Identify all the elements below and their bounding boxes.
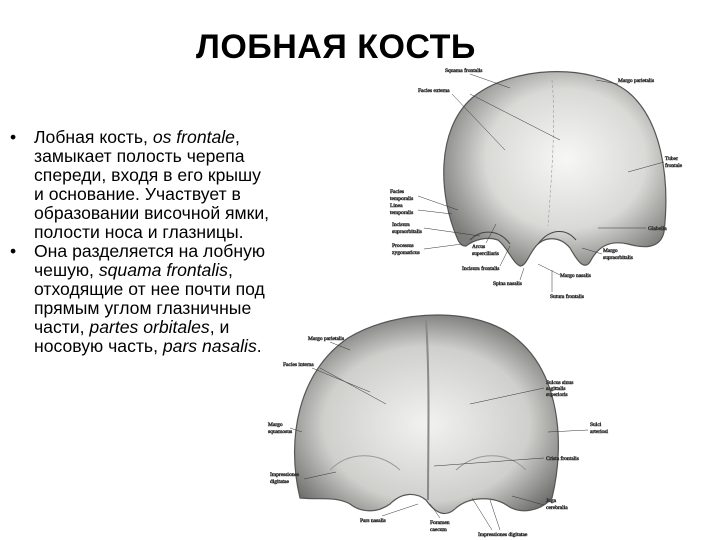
label-foramen-caecum: Foramen — [430, 520, 450, 526]
label-margo-nasalis: Margo nasalis — [560, 273, 591, 279]
latin-term: squama frontalis — [98, 260, 228, 281]
bullet-text: , отходящие от нее почти под прямым углом глазничные части, — [34, 260, 265, 338]
label-incisura-supraorbitalis: Incisura — [392, 222, 410, 228]
label-arcus-superciliaris-2: superciliaris — [472, 251, 499, 257]
label-margo-squamosus-2: squamosus — [268, 429, 293, 435]
label-facies-temporalis-2: temporalis — [390, 196, 414, 202]
label-margo-parietalis-bottom: Margo parietalis — [308, 336, 345, 342]
label-spina-nasalis: Spina nasalis — [493, 281, 522, 287]
label-impressiones-digitatae-2: digitatae — [270, 479, 289, 485]
label-margo-squamosus: Margo — [268, 422, 283, 428]
label-tuber: Tuber — [665, 156, 678, 162]
label-linea-temporalis-2: temporalis — [390, 210, 414, 216]
label-arcus-superciliaris: Arcus — [472, 244, 486, 250]
latin-term: os frontale — [152, 127, 235, 147]
bullet-text: Лобная кость, — [34, 127, 153, 147]
label-juga-cerebralia-2: cerebralia — [546, 505, 568, 511]
label-sulci-arteriosi-2: arteriosi — [590, 429, 609, 435]
label-margo-supraorbitalis-2: supraorbitalis — [603, 255, 633, 261]
label-impressiones-bottom: Impressiones digitatae — [478, 532, 528, 538]
label-sulci-arteriosi: Sulci — [590, 422, 602, 428]
label-sulcus-sinus-2: sagittalis — [546, 386, 566, 392]
label-sulcus-sinus-3: superioris — [546, 392, 568, 398]
bullet-text: , и носовую часть, — [34, 317, 230, 356]
label-incisura-supraorbitalis-2: supraorbitalis — [392, 229, 422, 235]
label-margo-parietalis-top: Margo parietalis — [618, 78, 655, 84]
label-foramen-caecum-2: caecum — [430, 527, 447, 533]
label-juga-cerebralia: Juga — [546, 498, 557, 504]
label-processus-zygomaticus-2: zygomaticus — [392, 250, 420, 256]
label-margo-supraorbitalis: Margo — [603, 248, 618, 254]
slide-title: ЛОБНАЯ КОСТЬ — [196, 28, 476, 66]
label-processus-zygomaticus: Processus — [392, 243, 414, 249]
label-facies-temporalis: Facies — [390, 189, 405, 195]
frontal-bone-internal-view — [295, 315, 559, 514]
latin-term: pars nasalis — [162, 335, 257, 356]
bullet-marker: • — [10, 241, 17, 262]
label-tuber-2: frontale — [665, 163, 683, 169]
label-sutura-frontalis: Sutura frontalis — [550, 294, 585, 300]
bullet-text: , замыкает полость черепа спереди, входя в его крышу и основание. Участвует в образовании височной ямки, полости носа и глазницы. — [34, 127, 270, 242]
label-incisura-frontalis: Incisura frontalis — [462, 266, 500, 272]
label-impressiones-digitatae: Impressiones — [270, 472, 300, 478]
bullet-text: Она разделяется на лобную чешую, — [34, 241, 266, 281]
label-linea-temporalis: Linea — [390, 203, 403, 209]
bullet-marker: • — [10, 127, 17, 147]
label-facies-externa: Facies externa — [418, 88, 450, 94]
label-sulcus-sinus: Sulcus sinus — [546, 380, 574, 386]
frontal-bone-external-view — [444, 72, 666, 266]
bullet-text: . — [256, 335, 262, 356]
label-pars-nasalis: Pars nasalis — [360, 518, 386, 524]
latin-term: partes orbitales — [89, 317, 210, 338]
label-glabella: Glabella — [648, 226, 667, 232]
label-facies-interna: Facies interna — [283, 362, 314, 368]
label-crista-frontalis: Crista frontalis — [546, 456, 579, 462]
label-squama-frontalis: Squama frontalis — [445, 68, 483, 74]
frontal-squama-shape — [444, 72, 666, 266]
